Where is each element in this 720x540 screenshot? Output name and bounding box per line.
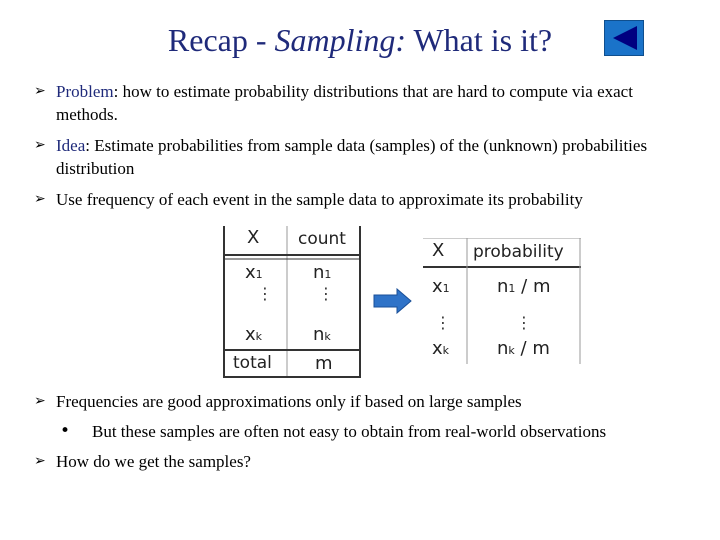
title-part-1: Recap - bbox=[167, 22, 275, 58]
bullet-arrow-icon: ➢ bbox=[34, 393, 46, 409]
cell-xk: xk bbox=[432, 338, 450, 359]
probability-table bbox=[423, 238, 581, 364]
bullet-idea bbox=[34, 134, 684, 180]
cell-total-m: m bbox=[315, 353, 333, 374]
back-button[interactable] bbox=[604, 20, 644, 56]
bullet-how bbox=[34, 450, 694, 473]
bullet-arrow-icon: ➢ bbox=[34, 137, 46, 153]
title-part-2: Sampling: bbox=[274, 22, 407, 58]
bullet-arrow-icon: ➢ bbox=[34, 191, 46, 207]
bullet-text: How do we get the samples? bbox=[56, 452, 251, 471]
bullet-text: : Estimate probabilities from sample data (samples) of the (unknown) probabilities distribution bbox=[56, 136, 648, 178]
sub-bullet-dot-icon: • bbox=[60, 421, 71, 441]
header-x: X bbox=[432, 240, 445, 261]
svg-text:⋮: ⋮ bbox=[318, 284, 334, 303]
svg-text:⋮: ⋮ bbox=[257, 284, 273, 303]
title-part-3: What is it? bbox=[406, 22, 553, 58]
bullet-arrow-icon: ➢ bbox=[34, 83, 46, 99]
header-x: X bbox=[247, 227, 260, 248]
back-arrow-icon bbox=[605, 21, 643, 55]
right-arrow-icon bbox=[373, 288, 413, 319]
sub-bullet-samples bbox=[60, 420, 710, 443]
bullet-keyword: Idea bbox=[56, 136, 86, 155]
bullet-text: Frequencies are good approximations only if based on large samples bbox=[56, 392, 522, 411]
header-count: count bbox=[298, 229, 346, 249]
bullet-text: Use frequency of each event in the sample data to approximate its probability bbox=[56, 190, 583, 209]
bullet-text: : how to estimate probability distributions that are hard to compute via exact methods. bbox=[56, 82, 633, 124]
count-table bbox=[223, 226, 361, 378]
cell-nk-over-m: nk / m bbox=[497, 338, 550, 359]
bullet-problem bbox=[34, 80, 684, 126]
header-probability: probability bbox=[473, 242, 564, 262]
bullet-frequency bbox=[34, 188, 694, 211]
cell-xk: xk bbox=[245, 324, 263, 345]
sub-bullet-text: But these samples are often not easy to obtain from real-world observations bbox=[92, 422, 607, 441]
cell-n1: n1 bbox=[313, 262, 332, 283]
bullet-keyword: Problem bbox=[56, 82, 114, 101]
svg-text:⋮: ⋮ bbox=[435, 313, 451, 332]
cell-x1: x1 bbox=[245, 262, 263, 283]
cell-total-label: total bbox=[233, 353, 272, 373]
cell-x1: x1 bbox=[432, 276, 450, 297]
cell-nk: nk bbox=[313, 324, 331, 345]
bullet-frequencies bbox=[34, 390, 694, 413]
cell-n1-over-m: n1 / m bbox=[497, 276, 551, 297]
bullet-arrow-icon: ➢ bbox=[34, 453, 46, 469]
svg-text:⋮: ⋮ bbox=[516, 313, 532, 332]
